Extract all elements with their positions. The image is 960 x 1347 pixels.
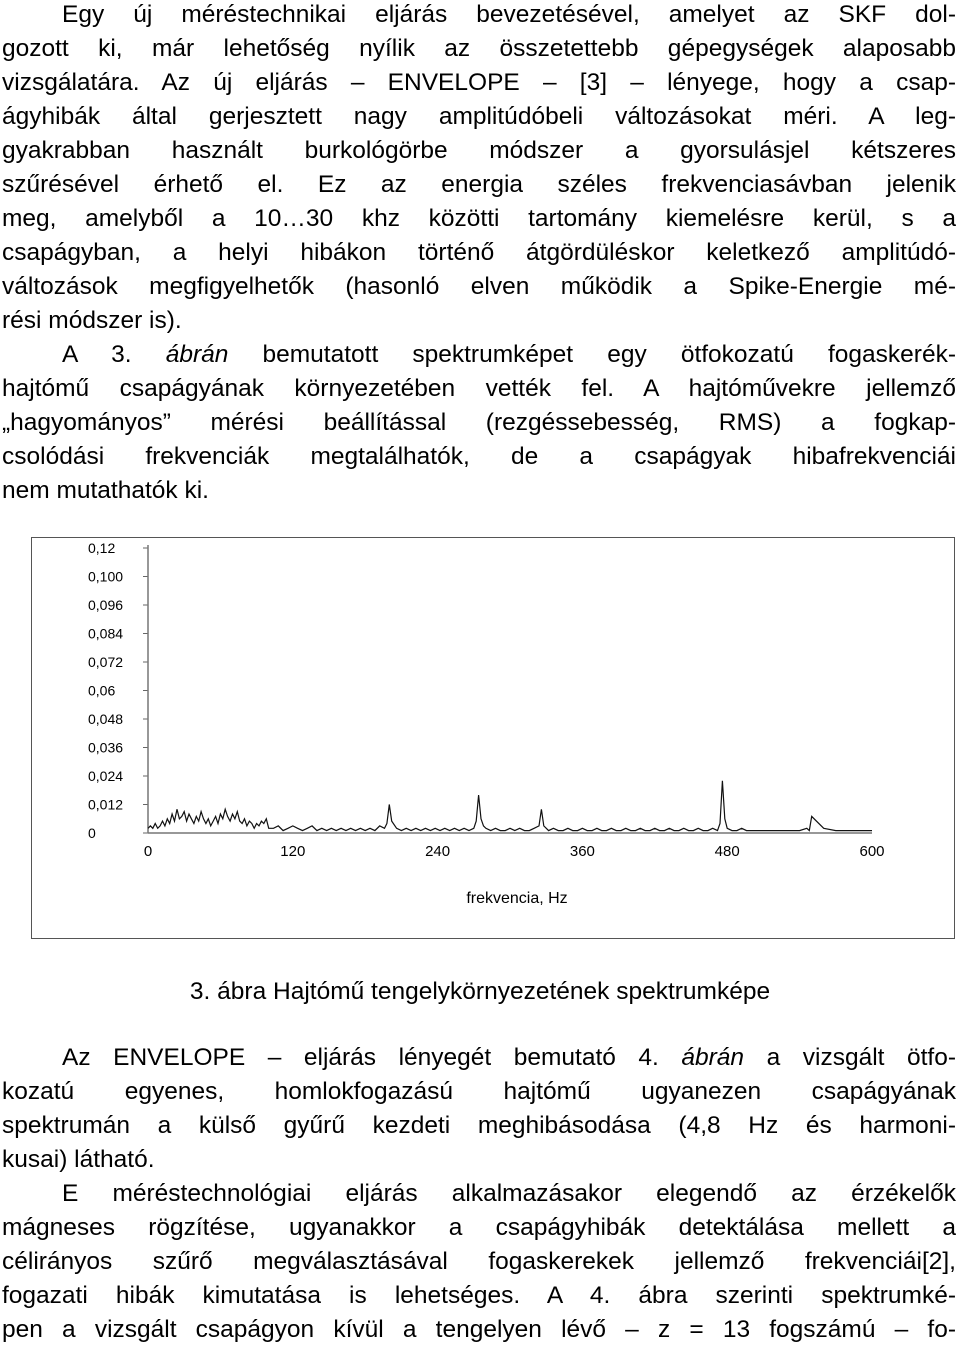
text-line: változások megfigyelhetők (hasonló elven működik a Spike-Energie mé-: [2, 273, 956, 300]
plot-area: [148, 781, 872, 831]
text-line: kusai) látható.: [2, 1146, 155, 1173]
y-tick-label: 0,024: [88, 768, 124, 784]
text-line: [2, 1041, 956, 1075]
text-line: „hagyományos” mérési beállítással (rezgéssebesség, RMS) a fogkap-: [2, 409, 956, 436]
text-run: A 3.: [62, 341, 166, 368]
x-tick-label: 0: [143, 843, 153, 860]
text-line: fogazati hibák kimutatása is lehetséges. A 4. ábra szerinti spektrumké-: [2, 1282, 956, 1309]
text-line: szűrésével érhető el. Ez az energia széles frekvenciasávban jelenik: [2, 171, 956, 198]
y-tick-label: 0,12: [88, 540, 116, 556]
text-run: Az ENVELOPE – eljárás lényegét bemutató 4.: [62, 1044, 682, 1071]
text-line: nem mutathatók ki.: [2, 477, 209, 504]
bottom-paragraphs: [2, 1041, 956, 1347]
x-axis: [144, 843, 885, 860]
text-line: meg, amelyből a 10…30 khz közötti tartomány kiemelésre kerül, s a: [2, 205, 956, 232]
y-tick-label: 0,036: [88, 739, 124, 756]
y-tick-label: 0,048: [88, 711, 124, 727]
text-line: mágneses rögzítése, ugyanakkor a csapágyhibák detektálása mellett a: [2, 1214, 956, 1241]
text-line: rési módszer is).: [2, 307, 182, 334]
y-axis: [88, 540, 148, 841]
text-line: célirányos szűrő megválasztásával fogaskerekek jellemző frekvenciái[2],: [2, 1248, 956, 1275]
y-tick-label: 0: [88, 825, 96, 841]
x-axis-label: frekvencia, Hz: [466, 890, 568, 907]
text-line: ágyhibák által gerjesztett nagy amplitúdóbeli változásokat méri. A leg-: [2, 103, 956, 130]
y-tick-label: 0,096: [88, 597, 124, 613]
text-line: Egy új méréstechnikai eljárás bevezetésével, amelyet az SKF dol-: [62, 1, 956, 28]
x-tick-label: 120: [280, 843, 306, 860]
spectrum-line: [148, 781, 872, 831]
text-line: E méréstechnológiai eljárás alkalmazásakor elegendő az érzékelők: [62, 1180, 956, 1207]
y-tick-label: 0,084: [88, 625, 124, 642]
y-tick-label: 0,072: [88, 654, 124, 670]
text-run: bemutatott spektrumképet egy ötfokozatú fogaskerék-: [228, 341, 956, 368]
figure-reference: ábrán: [165, 341, 229, 368]
text-line: vizsgálatára. Az új eljárás – ENVELOPE – [3] – lényege, hogy a csap-: [2, 69, 956, 96]
text-line: csapágyban, a helyi hibákon történő átgördüléskor keletkező amplitúdó-: [2, 239, 956, 266]
text-line: csolódási frekvenciák megtalálhatók, de a csapágyak hibafrekvenciái: [2, 443, 956, 470]
figure-caption: 3. ábra Hajtómű tengelykörnyezetének spektrumképe: [189, 978, 771, 1005]
text-line: gyakrabban használt burkológörbe módszer a gyorsulásjel kétszeres: [2, 137, 956, 164]
text-line: pen a vizsgált csapágyon kívül a tengelyen lévő – z = 13 fogszámú – fo-: [2, 1316, 956, 1343]
figure-reference: ábrán: [681, 1044, 745, 1071]
text-line: spektrumán a külső gyűrű kezdeti meghibásodása (4,8 Hz és harmoni-: [2, 1112, 956, 1139]
text-run: a vizsgált ötfo-: [744, 1044, 956, 1071]
text-line: gozott ki, már lehetőség nyílik az összetettebb gépegységek alaposabb: [2, 35, 956, 62]
x-tick-label: 480: [714, 843, 740, 860]
y-tick-label: 0,06: [88, 682, 116, 699]
x-tick-label: 600: [859, 843, 885, 860]
text-line: hajtómű csapágyának környezetében vették fel. A hajtóművekre jellemző: [2, 375, 956, 402]
axes: [148, 545, 872, 833]
x-tick-label: 240: [425, 843, 451, 860]
spectrum-chart: [32, 538, 954, 938]
top-paragraphs: [2, 0, 956, 508]
figure-frame: [31, 537, 955, 939]
text-line: [2, 338, 956, 372]
text-line: kozatú egyenes, homlokfogazású hajtómű ugyanezen csapágyának: [2, 1078, 956, 1105]
y-tick-label: 0,100: [88, 568, 124, 585]
y-tick-label: 0,012: [88, 796, 124, 813]
x-tick-label: 360: [569, 843, 595, 860]
